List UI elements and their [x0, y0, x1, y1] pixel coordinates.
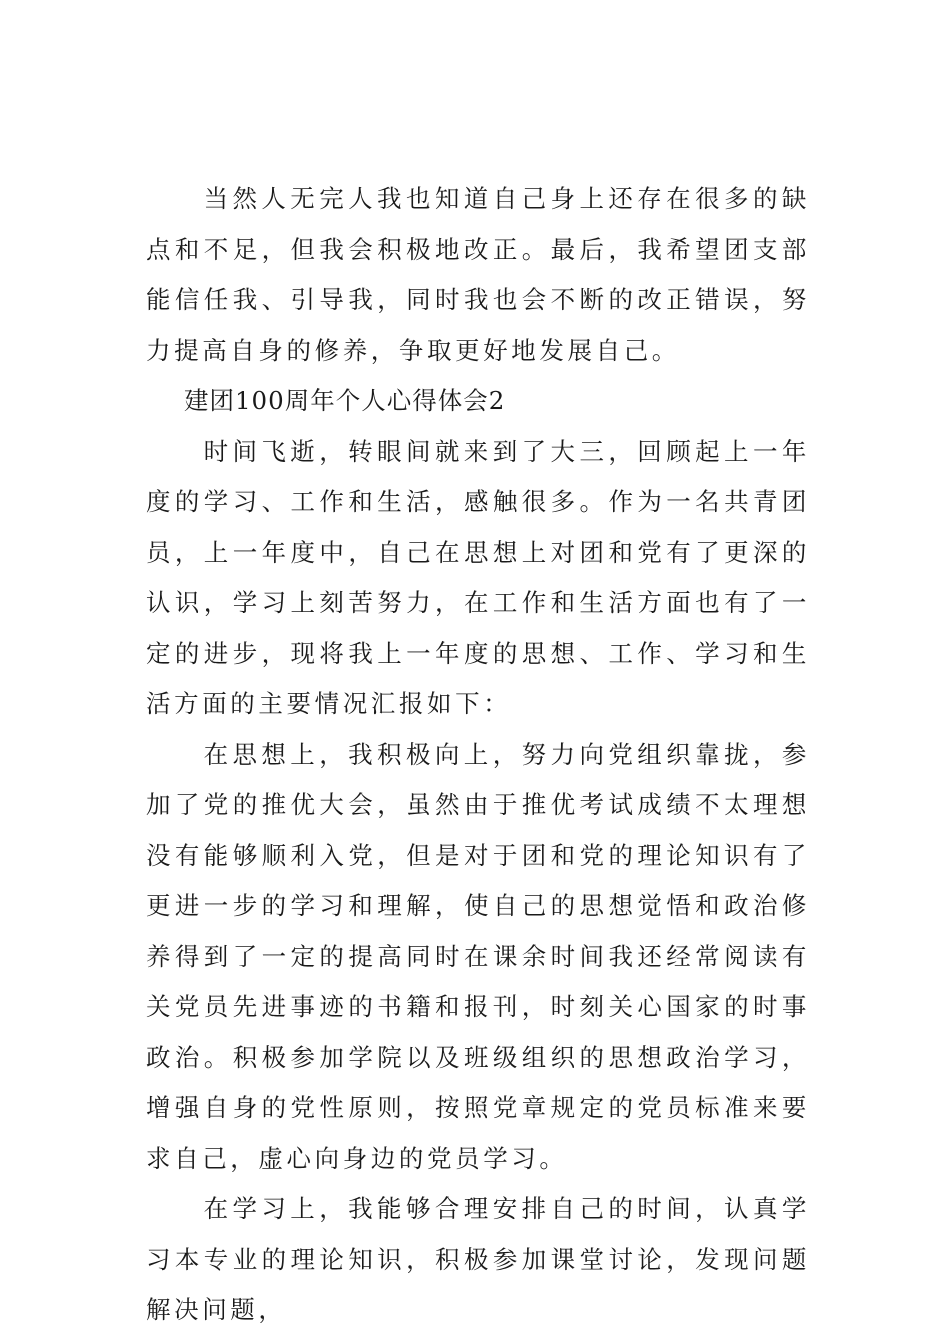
document-page — [146, 174, 810, 1336]
paragraph-study: 在学习上，我能够合理安排自己的时间，认真学习本专业的理论知识，积极参加课堂讨论，发现问题解决问题， — [146, 1194, 810, 1324]
paragraph-closing: 当然人无完人我也知道自己身上还存在很多的缺点和不足，但我会积极地改正。最后，我希望团支部能信任我、引导我，同时我也会不断的改正错误，努力提高自身的修养，争取更好地发展自己。 — [146, 184, 810, 365]
paragraph-thought: 在思想上，我积极向上，努力向党组织靠拢，参加了党的推优大会，虽然由于推优考试成绩不太理想没有能够顺利入党，但是对于团和党的理论知识有了更进一步的学习和理解，使自己的思想觉悟和政治修养得到了一定的提高同时在课余时间我还经常阅读有关党员先进事迹的书籍和报刊，时刻关心国家的时事政治。积极参加学院以及班级组织的思想政治学习，增强自身的党性原则，按照党章规定的党员标准来要求自己，虚心向身边的党员学习。 — [146, 739, 810, 1173]
paragraph-intro: 时间飞逝，转眼间就来到了大三，回顾起上一年度的学习、工作和生活，感触很多。作为一名共青团员，上一年度中，自己在思想上对团和党有了更深的认识，学习上刻苦努力，在工作和生活方面也有了一定的进步，现将我上一年度的思想、工作、学习和生活方面的主要情况汇报如下： — [146, 436, 810, 718]
section-heading: 建团100周年个人心得体会2 — [183, 386, 506, 415]
